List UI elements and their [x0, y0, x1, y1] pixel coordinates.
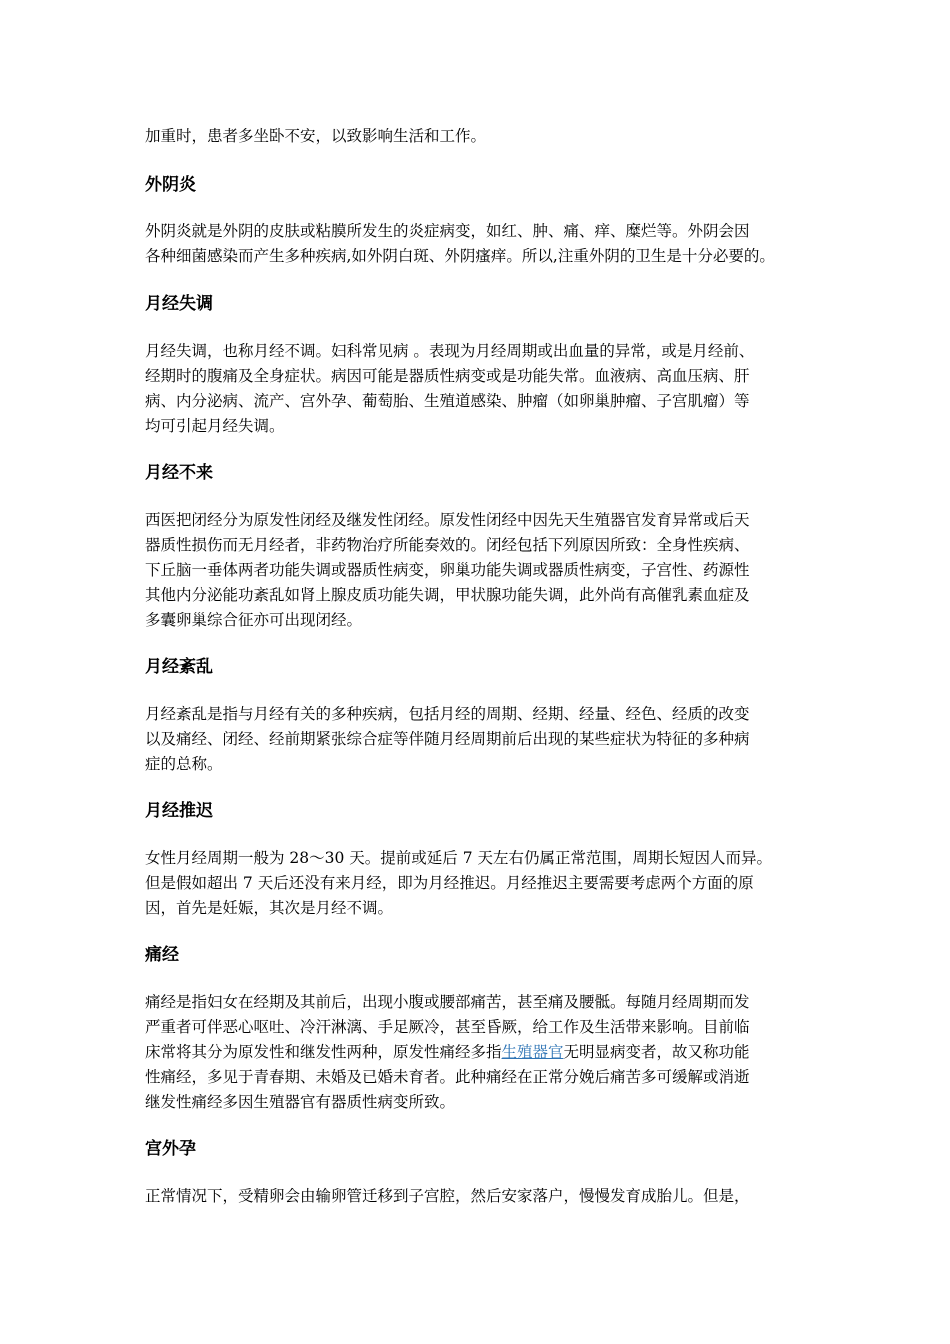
paragraph-line: 严重者可伴恶心呕吐、冷汗淋漓、手足厥冷，甚至昏厥，给工作及生活带来影响。目前临	[145, 1018, 750, 1036]
link-line-before: 床常将其分为原发性和继发性两种，原发性痛经多指	[145, 1043, 502, 1061]
paragraph-line: 病、内分泌病、流产、宫外孕、葡萄胎、生殖道感染、肿瘤（如卵巢肿瘤、子宫肌瘤）等	[145, 392, 750, 410]
section-paragraph-delayed-menstruation	[145, 846, 772, 921]
paragraph-line: 器质性损伤而无月经者，非药物治疗所能奏效的。闭经包括下列原因所致：全身性疾病、	[145, 536, 750, 554]
intro-paragraph	[145, 124, 486, 149]
paragraph-line: 但是假如超出 7 天后还没有来月经，即为月经推迟。月经推迟主要需要考虑两个方面的原	[145, 874, 754, 892]
section-heading-dysmenorrhea: 痛经	[145, 945, 179, 965]
section-paragraph-vulvitis	[145, 219, 775, 269]
paragraph-line: 症的总称。	[145, 755, 223, 773]
section-paragraph-menstrual-disorder	[145, 339, 754, 439]
paragraph-line: 加重时，患者多坐卧不安，以致影响生活和工作。	[145, 127, 487, 145]
paragraph-line-with-link	[145, 1040, 750, 1065]
section-paragraph-menstrual-irregularity	[145, 702, 750, 777]
paragraph-line: 各种细菌感染而产生多种疾病,如外阴白斑、外阴瘙痒。所以,注重外阴的卫生是十分必要的。	[145, 247, 775, 265]
paragraph-line: 外阴炎就是外阴的皮肤或粘膜所发生的炎症病变，如红、肿、痛、痒、糜烂等。外阴会因	[145, 222, 750, 240]
link-reproductive-organs[interactable]: 生殖器官	[501, 1043, 564, 1061]
section-paragraph-amenorrhea	[145, 508, 750, 633]
paragraph-line: 正常情况下，受精卵会由输卵管迁移到子宫腔，然后安家落户，慢慢发育成胎儿。但是，	[145, 1187, 750, 1205]
paragraph-line: 月经失调，也称月经不调。妇科常见病 。表现为月经周期或出血量的异常，或是月经前、	[145, 342, 755, 360]
section-paragraph-ectopic-pregnancy	[145, 1184, 750, 1209]
paragraph-line: 女性月经周期一般为 28～30 天。提前或延后 7 天左右仍属正常范围，周期长短因人而异。	[145, 849, 773, 867]
paragraph-line: 经期时的腹痛及全身症状。病因可能是器质性病变或是功能失常。血液病、高血压病、肝	[145, 367, 750, 385]
section-heading-menstrual-disorder: 月经失调	[145, 294, 213, 314]
paragraph-line: 因，首先是妊娠，其次是月经不调。	[145, 899, 394, 917]
paragraph-line: 多囊卵巢综合征亦可出现闭经。	[145, 611, 363, 629]
paragraph-line: 继发性痛经多因生殖器官有器质性病变所致。	[145, 1093, 456, 1111]
section-heading-ectopic-pregnancy: 宫外孕	[145, 1139, 196, 1159]
paragraph-line: 痛经是指妇女在经期及其前后，出现小腹或腰部痛苦，甚至痛及腰骶。每随月经周期而发	[145, 993, 750, 1011]
paragraph-line: 以及痛经、闭经、经前期紧张综合症等伴随月经周期前后出现的某些症状为特征的多种病	[145, 730, 750, 748]
paragraph-line: 下丘脑一垂体两者功能失调或器质性病变，卵巢功能失调或器质性病变，子宫性、药源性	[145, 561, 750, 579]
section-heading-delayed-menstruation: 月经推迟	[145, 801, 213, 821]
paragraph-line: 其他内分泌能功紊乱如肾上腺皮质功能失调，甲状腺功能失调，此外尚有高催乳素血症及	[145, 586, 750, 604]
paragraph-line: 性痛经，多见于青春期、未婚及已婚未育者。此种痛经在正常分娩后痛苦多可缓解或消逝	[145, 1068, 750, 1086]
paragraph-line: 均可引起月经失调。	[145, 417, 285, 435]
paragraph-line: 西医把闭经分为原发性闭经及继发性闭经。原发性闭经中因先天生殖器官发育异常或后天	[145, 511, 750, 529]
section-paragraph-dysmenorrhea	[145, 990, 750, 1115]
section-heading-vulvitis: 外阴炎	[145, 175, 196, 195]
section-heading-menstrual-irregularity: 月经紊乱	[145, 657, 213, 677]
section-heading-amenorrhea: 月经不来	[145, 463, 213, 483]
link-line-after: 无明显病变者，故又称功能	[563, 1043, 750, 1061]
paragraph-line: 月经紊乱是指与月经有关的多种疾病，包括月经的周期、经期、经量、经色、经质的改变	[145, 705, 750, 723]
